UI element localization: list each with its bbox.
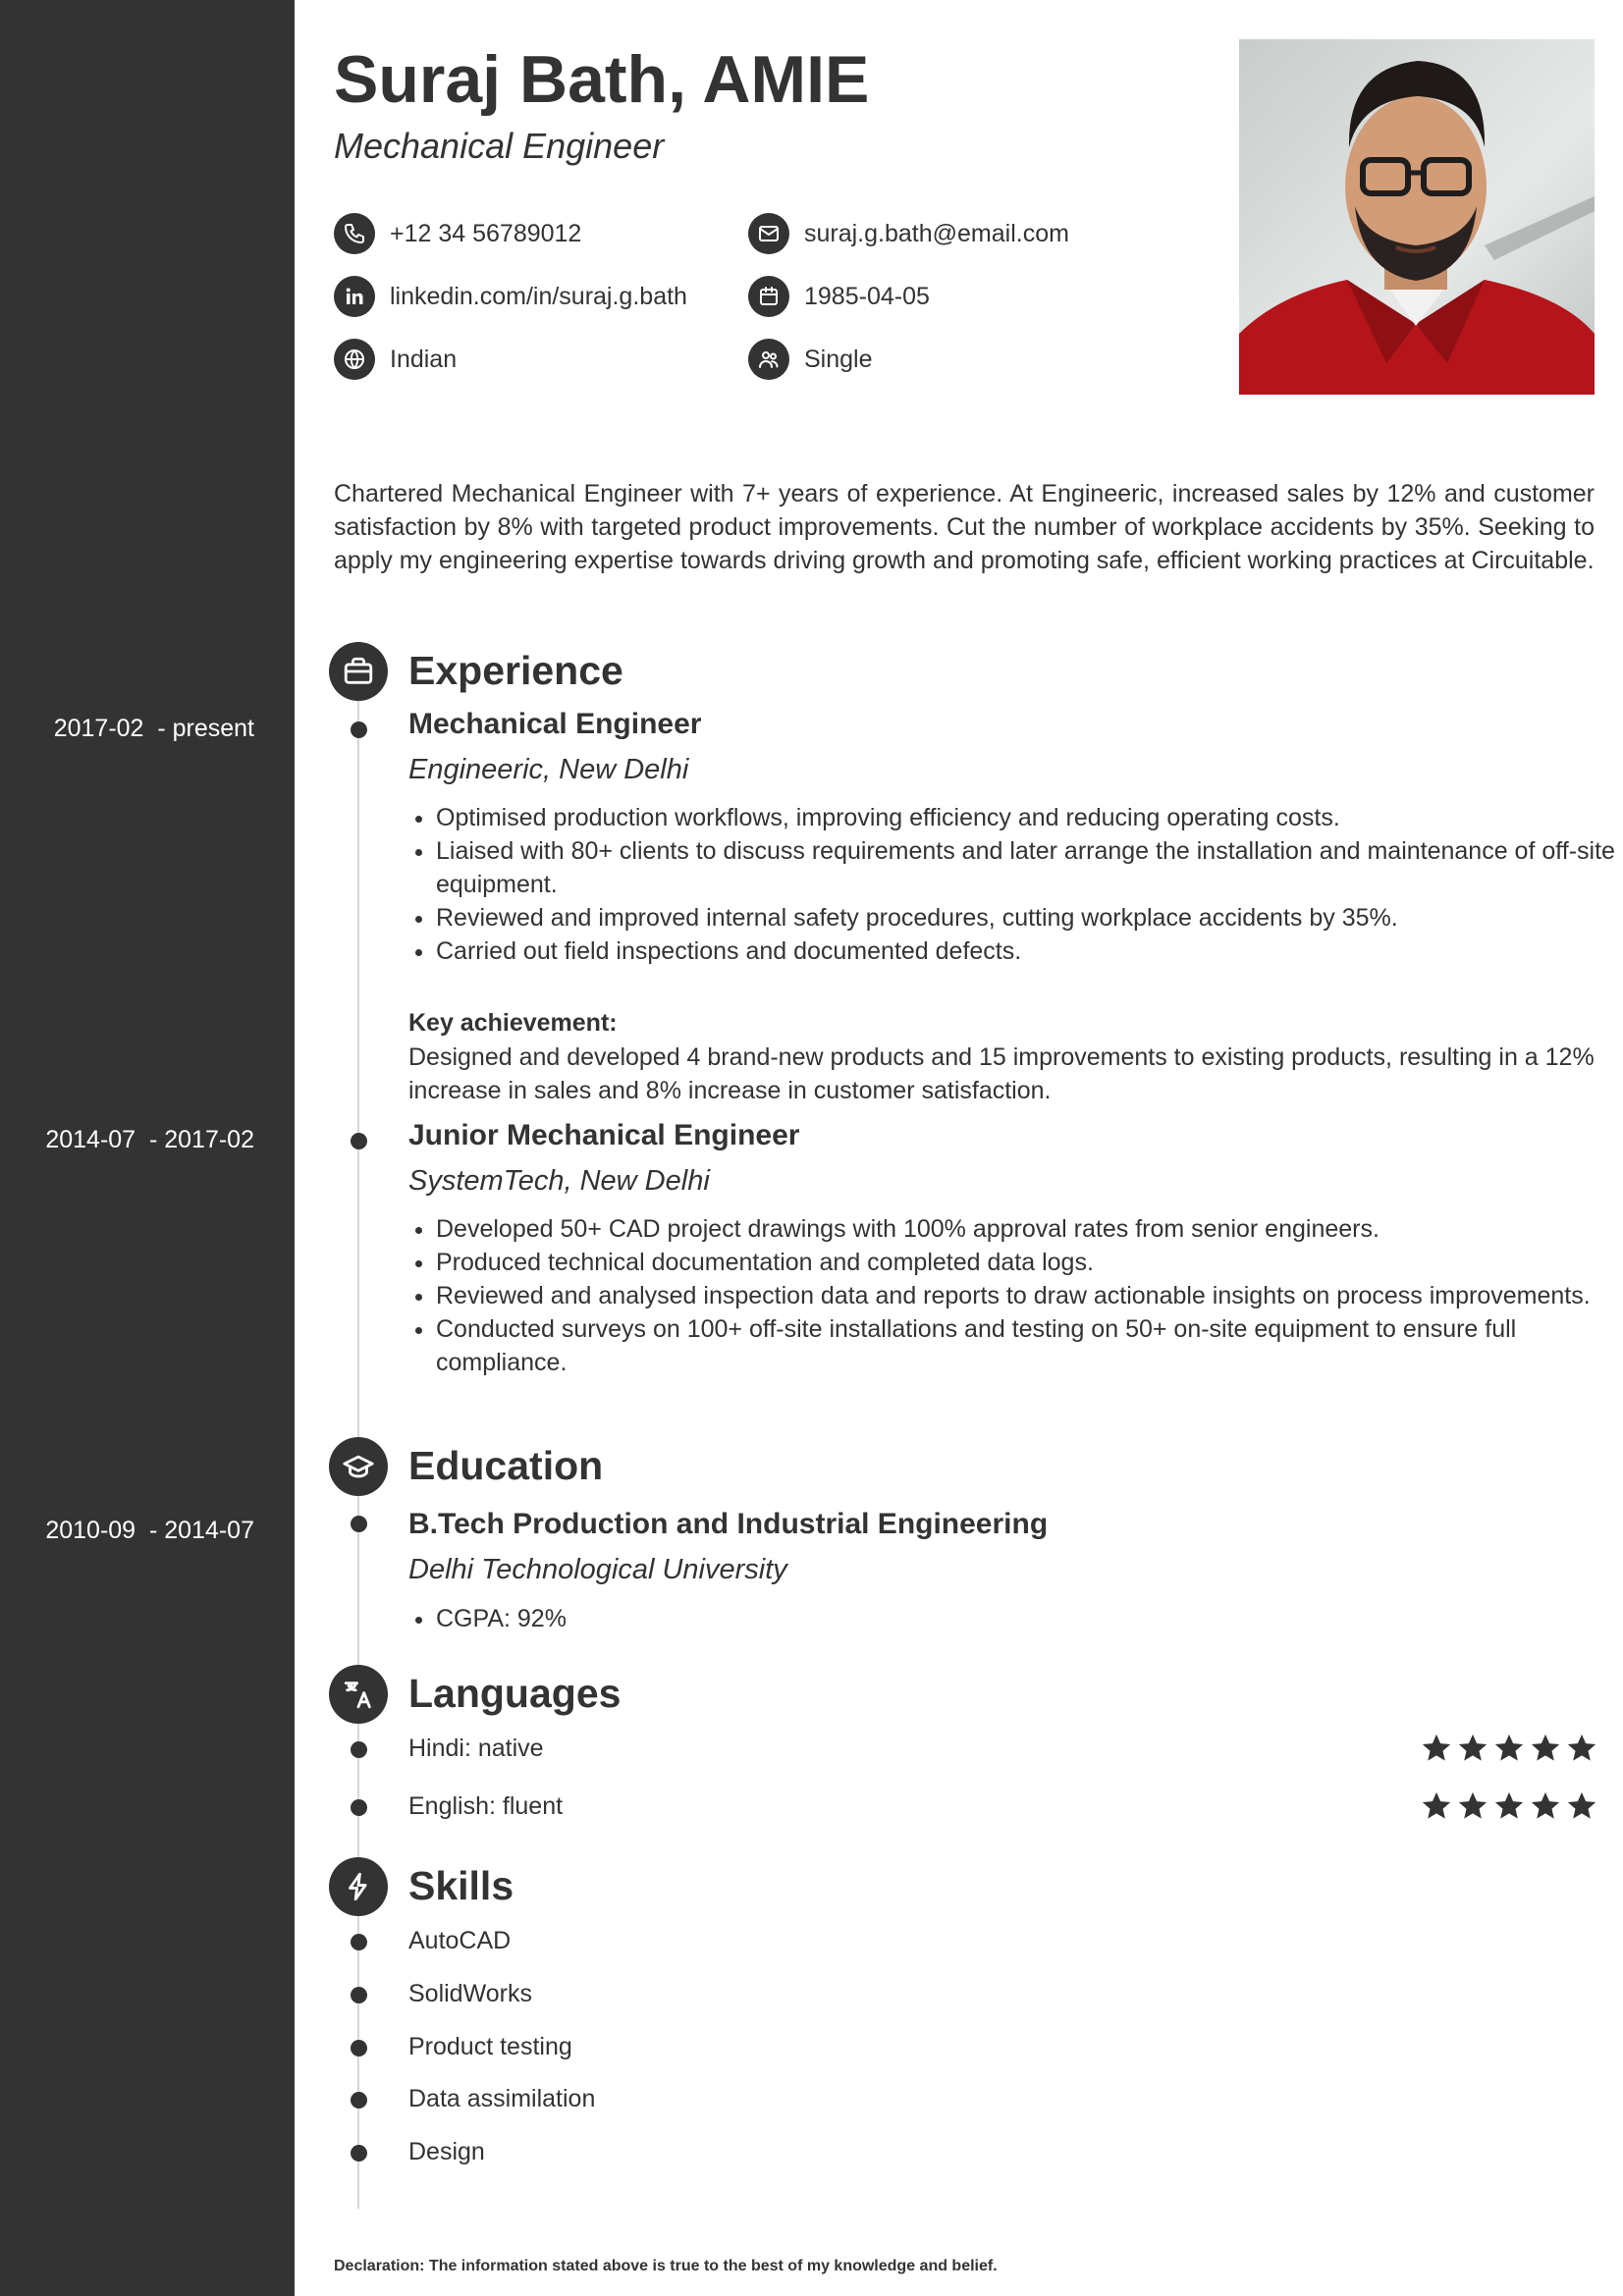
job-1-company: Engineeric, New Delhi xyxy=(408,754,689,785)
contact-birthdate xyxy=(748,276,930,317)
profile-photo-illustration xyxy=(1239,39,1595,395)
star-icon xyxy=(1456,1732,1489,1765)
language-1-rating xyxy=(1420,1732,1598,1765)
globe-icon xyxy=(334,339,375,380)
declaration: Declaration: The information stated above is true to the best of my knowledge and belief. xyxy=(334,2258,998,2274)
job-1-dates: 2017-02 - present xyxy=(53,715,254,742)
phone-number: +12 34 56789012 xyxy=(390,219,582,247)
star-icon xyxy=(1456,1789,1489,1823)
education-heading: Education xyxy=(408,1443,604,1488)
education-1-degree: B.Tech Production and Industrial Engineering xyxy=(408,1508,1049,1540)
star-icon xyxy=(1420,1789,1453,1823)
email-address[interactable]: suraj.g.bath@email.com xyxy=(804,219,1069,247)
list-item: • CGPA: 92% xyxy=(436,1602,1623,1635)
star-icon xyxy=(1420,1732,1453,1765)
people-icon xyxy=(748,339,789,380)
contact-nationality xyxy=(334,339,457,380)
experience-heading: Experience xyxy=(408,648,623,693)
timeline-dot xyxy=(351,1934,367,1950)
contact-marital-status xyxy=(748,339,873,380)
language-1: Hindi: native xyxy=(408,1735,544,1762)
timeline-dot xyxy=(351,1516,367,1532)
list-item: • Developed 50+ CAD project drawings with 100% approval rates from senior engineers. xyxy=(436,1212,1623,1246)
language-icon xyxy=(329,1665,388,1724)
skill-item: SolidWorks xyxy=(408,1980,532,2007)
education-1-dates: 2010-09 - 2014-07 xyxy=(45,1517,254,1544)
star-icon xyxy=(1492,1789,1526,1823)
timeline-dot xyxy=(351,1741,367,1758)
lightning-icon xyxy=(329,1857,388,1916)
profile-summary: Chartered Mechanical Engineer with 7+ years of experience. At Engineeric, increased sales by 12% and customer satisfaction by 8% with targeted product improvements. Cut the number of workplace accidents by 35%. Seeking to apply my engineering expertise towards driving growth and promoting safe, efficient working practices at Circuitable. xyxy=(334,480,1595,574)
timeline-dot xyxy=(351,1133,367,1149)
contact-email xyxy=(748,213,1069,254)
timeline-dot xyxy=(351,1799,367,1816)
language-2-rating xyxy=(1420,1789,1598,1823)
skills-heading: Skills xyxy=(408,1863,514,1908)
job-2-title: Junior Mechanical Engineer xyxy=(408,1119,800,1151)
contact-linkedin xyxy=(334,276,687,317)
linkedin-url[interactable]: linkedin.com/in/suraj.g.bath xyxy=(390,282,687,310)
star-icon xyxy=(1492,1732,1526,1765)
job-2-bullets xyxy=(408,1212,1623,1379)
skill-item: Design xyxy=(408,2138,485,2165)
timeline-dot xyxy=(351,721,367,738)
graduation-cap-icon xyxy=(329,1437,388,1496)
job-1-title: Mechanical Engineer xyxy=(408,708,702,740)
skill-item: Data assimilation xyxy=(408,2085,596,2112)
timeline-dot xyxy=(351,2092,367,2109)
timeline-dot xyxy=(351,2040,367,2056)
briefcase-icon xyxy=(329,642,388,701)
list-item: • Conducted surveys on 100+ off-site installations and testing on 50+ on-site equipment to ensure full compliance. xyxy=(436,1312,1623,1379)
languages-heading: Languages xyxy=(408,1671,622,1716)
skill-item: Product testing xyxy=(408,2033,572,2060)
contact-phone xyxy=(334,213,581,254)
list-item: • Produced technical documentation and completed data logs. xyxy=(436,1246,1623,1279)
star-icon xyxy=(1529,1789,1562,1823)
list-item: • Liaised with 80+ clients to discuss requirements and later arrange the installation and maintenance of off-site equipment. xyxy=(436,834,1623,901)
profile-photo xyxy=(1239,39,1595,395)
phone-icon xyxy=(334,213,375,254)
candidate-title: Mechanical Engineer xyxy=(334,126,665,166)
candidate-name: Suraj Bath, AMIE xyxy=(334,42,870,117)
job-2-dates: 2014-07 - 2017-02 xyxy=(45,1126,254,1153)
marital-status: Single xyxy=(804,345,873,373)
email-icon xyxy=(748,213,789,254)
timeline-dot xyxy=(351,2145,367,2162)
list-item: • Reviewed and improved internal safety procedures, cutting workplace accidents by 35%. xyxy=(436,901,1623,934)
job-2-company: SystemTech, New Delhi xyxy=(408,1165,710,1197)
star-icon xyxy=(1529,1732,1562,1765)
key-achievement-text: Designed and developed 4 brand-new products and 15 improvements to existing products, resulting in a 12% increase in sales and 8% increase in customer satisfaction. xyxy=(408,1043,1595,1104)
nationality: Indian xyxy=(390,345,458,373)
job-1-bullets xyxy=(408,801,1623,968)
star-icon xyxy=(1565,1732,1598,1765)
education-1-school: Delhi Technological University xyxy=(408,1554,787,1585)
timeline-dot xyxy=(351,1987,367,2003)
language-2: English: fluent xyxy=(408,1792,564,1820)
birthdate: 1985-04-05 xyxy=(804,282,930,310)
education-1-bullets xyxy=(408,1602,1623,1635)
key-achievement-label: Key achievement: xyxy=(408,1009,618,1037)
calendar-icon xyxy=(748,276,789,317)
list-item: • Optimised production workflows, improving efficiency and reducing operating costs. xyxy=(436,801,1623,834)
linkedin-icon xyxy=(334,276,375,317)
skill-item: AutoCAD xyxy=(408,1927,512,1954)
list-item: • Carried out field inspections and documented defects. xyxy=(436,934,1623,968)
list-item: • Reviewed and analysed inspection data and reports to draw actionable insights on process improvements. xyxy=(436,1279,1623,1312)
star-icon xyxy=(1565,1789,1598,1823)
